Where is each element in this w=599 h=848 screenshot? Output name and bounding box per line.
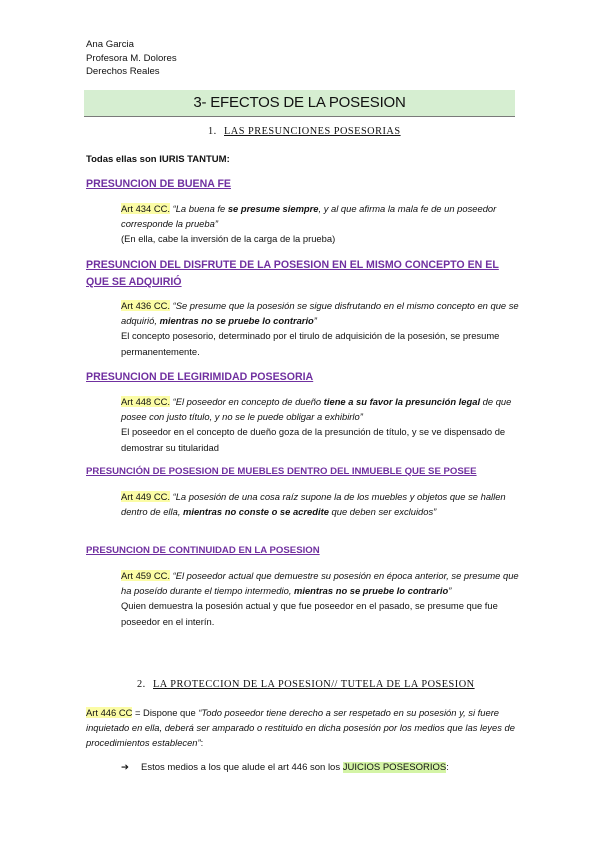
juicios-posesorios-highlight: JUICIOS POSESORIOS (342, 762, 447, 773)
author-name: Ana Garcia (86, 39, 134, 50)
presuncion-block-disfrute (121, 298, 521, 359)
quote-emphasis: mientras no se pruebe lo contrario (159, 315, 314, 327)
subject-name: Derechos Reales (86, 66, 160, 77)
article-ref: Art 434 CC. (121, 203, 170, 214)
explanation-note: (En ella, cabe la inversión de la carga de la prueba) (121, 233, 336, 245)
presuncion-title-legitimidad: PRESUNCION DE LEGIRIMIDAD POSESORIA (86, 371, 314, 383)
quote-emphasis: tiene a su favor la presunción legal (323, 396, 481, 407)
proteccion-text: = Dispone que (132, 707, 199, 718)
presuncion-block-continuidad (121, 568, 521, 629)
presuncion-block-muebles (121, 489, 521, 519)
presuncion-title-muebles: PRESUNCIÓN DE POSESION DE MUEBLES DENTRO DEL INMUEBLE QUE SE POSEE (86, 466, 477, 477)
quote-text: “El poseedor actual que demuestre su posesión en época anterior, se presume que ha poseído durante el tiempo intermedio, (121, 570, 519, 597)
quote-text: “Se presume que la posesión se sigue disfrutando en el mismo concepto en que se adquirió, (121, 300, 519, 327)
quote-text: “El poseedor en concepto de dueño (169, 396, 324, 407)
section-heading-1 (208, 126, 401, 137)
explanation-note: El poseedor en el concepto de dueño goza de la presunción de título, y se ve dispensado de demostrar su titularidad (121, 426, 506, 453)
quote-text: “La posesión de una cosa raíz supone la de los muebles y objetos que se hallen dentro de ella, (121, 491, 506, 518)
quote-text: ” (448, 585, 452, 597)
explanation-note: El concepto posesorio, determinado por el tirulo de adquisición de la posesión, se presume permanentemente. (121, 330, 500, 357)
bullet-text: Estos medios a los que alude el art 446 son los (141, 762, 343, 773)
quote-emphasis: se presume siempre (227, 203, 319, 214)
explanation-note: Quien demuestra la posesión actual y que fue poseedor en el pasado, se presume que fue poseedor en el interín. (121, 600, 498, 627)
teacher-name: Profesora M. Dolores (86, 52, 177, 64)
presuncion-title-disfrute: PRESUNCION DEL DISFRUTE DE LA POSESION EN EL MISMO CONCEPTO EN EL QUE SE ADQUIRIÓ (86, 259, 499, 288)
presuncion-title-buena-fe: PRESUNCION DE BUENA FE (86, 178, 231, 190)
proteccion-quote: “Todo poseedor tiene derecho a ser respetado en su posesión y, si fuere inquietado en ella, deberá ser amparado o restituido en dicha posesión por los medios que las leyes de procedimientos establecen” (86, 707, 515, 749)
quote-emphasis: mientras no conste o se acredite (183, 506, 329, 518)
article-ref: Art 459 CC. (121, 570, 170, 581)
arrow-right-icon: ➔ (121, 762, 129, 773)
presuncion-title-continuidad: PRESUNCION DE CONTINUIDAD EN LA POSESION (86, 545, 320, 556)
juicios-posesorios-bullet (121, 762, 449, 773)
quote-text: , y al que afirma la mala fe de un poseedor corresponde la prueba” (121, 203, 497, 230)
presuncion-block-buena-fe (121, 201, 521, 247)
intro-text: Todas ellas son IURIS TANTUM: (86, 154, 230, 165)
article-ref: Art 446 CC (86, 707, 133, 718)
chapter-title: 3- EFECTOS DE LA POSESION (193, 94, 406, 111)
section-label: LA PROTECCION DE LA POSESION// TUTELA DE LA POSESION (153, 679, 475, 690)
article-ref: Art 448 CC. (121, 396, 170, 407)
article-ref: Art 436 CC. (121, 300, 170, 311)
proteccion-text-end: : (200, 737, 204, 749)
article-ref: Art 449 CC. (121, 491, 170, 502)
section-number: 2. (137, 679, 146, 690)
bullet-text-end: : (446, 762, 449, 773)
proteccion-block (86, 705, 516, 751)
section-heading-2 (137, 679, 475, 690)
section-number: 1. (208, 126, 217, 137)
quote-emphasis: mientras no se pruebe lo contrario (294, 585, 449, 597)
quote-text: ” (313, 315, 317, 327)
presuncion-block-legitimidad (121, 394, 521, 455)
chapter-title-band (84, 90, 515, 117)
quote-text: que deben ser excluidos” (328, 506, 437, 518)
quote-text: de que posee con justo título, y no se le puede obligar a exhibirlo” (121, 396, 512, 423)
section-label: LAS PRESUNCIONES POSESORIAS (224, 126, 401, 137)
quote-text: “La buena fe (169, 203, 228, 214)
header-info (86, 38, 177, 79)
